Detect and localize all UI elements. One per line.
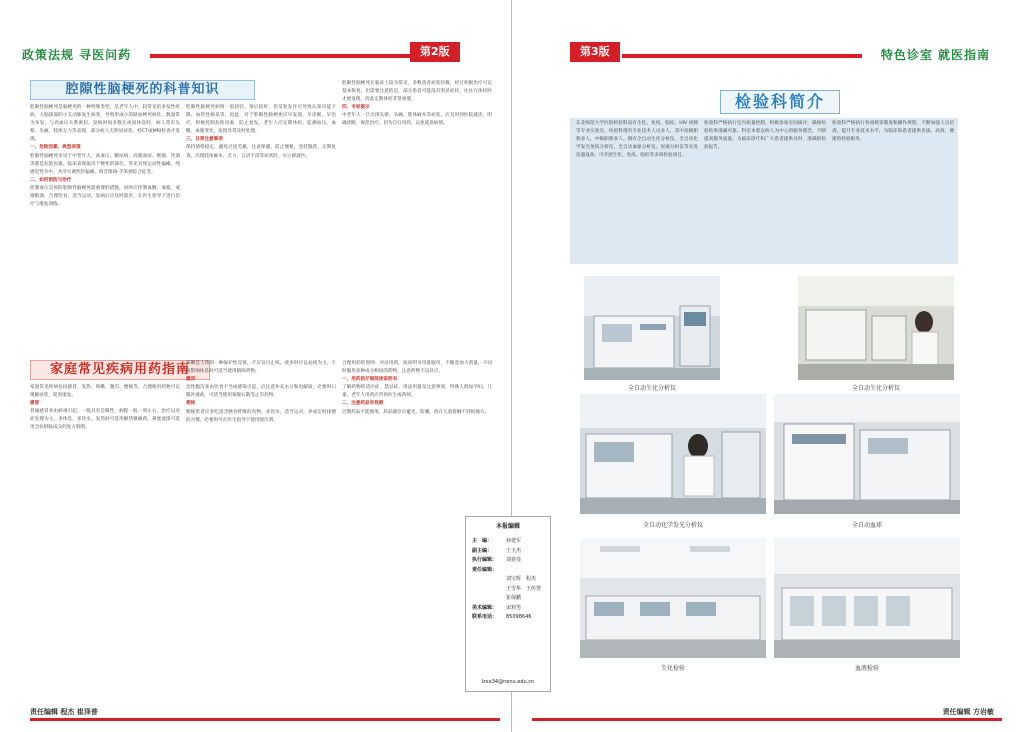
- paragraph: 中老年人一旦出现头晕、头痛、肢体麻木等症状，应及时到医院就诊，明确诊断，规范治疗，切勿自行用药，以免延误病情。: [342, 113, 492, 127]
- article-title: 腔隙性脑梗死的科普知识: [30, 80, 255, 100]
- masthead-key: [472, 594, 506, 604]
- paragraph: 便秘患者应多吃富含膳食纤维的食物，多饮水，适当运动，养成定时排便的习惯，必要时可在医生指导下使用缓泻剂。: [186, 409, 336, 423]
- footer-rule: [532, 718, 1002, 721]
- masthead-key: 美术编辑：: [472, 604, 498, 611]
- paragraph: 过期药品不能使用，药品储存应避光、防潮，放在儿童接触不到的地方。: [342, 409, 490, 415]
- header-rule: [622, 54, 862, 58]
- subheading: 二、注意药品有效期: [342, 401, 384, 407]
- subheading: 四、专家提示: [342, 105, 370, 111]
- lab-photo: [774, 394, 960, 514]
- lab-photo: [774, 538, 960, 658]
- masthead-row: [472, 556, 548, 566]
- footer-rule: [30, 718, 500, 721]
- article-column-3: 检验科严格执行各项规章制度和操作规程，不断加强人员培训，提升专业技术水平，为临床和患者提供优质、高效、便捷的检验服务。: [832, 121, 954, 143]
- masthead-title: 本报编辑: [495, 523, 520, 530]
- masthead-row: [472, 594, 548, 604]
- photo-caption: 血液检验: [854, 665, 879, 672]
- paragraph: 咳嗽是人体的一种保护性反射，不应盲目止咳。痰多时应以祛痰为主，干咳影响休息时可适当使用镇咳药物。: [186, 361, 336, 375]
- page-badge: 第2版: [410, 42, 460, 62]
- subheading: 腹泻: [186, 377, 196, 383]
- page-header: [0, 46, 512, 66]
- paragraph: 控制血压是预防腔隙性脑梗死最重要的措施，同时应控制血糖、血脂，戒烟限酒，合理饮食，适当运动。发病后应及时就医，在医生指导下进行治疗与康复训练。: [30, 185, 180, 208]
- masthead-key: 副主编：: [472, 547, 493, 554]
- masthead-list: [472, 537, 548, 623]
- photo-caption: 生化检验: [660, 665, 685, 672]
- lab-photo: [584, 276, 720, 380]
- masthead-row: [472, 537, 548, 547]
- article-title: 检验科简介: [720, 90, 840, 114]
- masthead-key: 主 编：: [472, 538, 493, 544]
- masthead-key: [472, 575, 506, 585]
- masthead-email[interactable]: lzxx34@nenu.edu.cn: [481, 679, 535, 685]
- masthead-value: 刘春莲: [506, 557, 522, 563]
- paragraph: 急性腹泻多由饮食不当或感染引起，应注意补充水分和电解质，必要时口服补液盐，可适当使用蒙脱石散等止泻药物。: [186, 385, 336, 399]
- masthead-row: [472, 566, 548, 576]
- masthead-value: 刘宝辉 程杰: [506, 576, 537, 582]
- masthead-value: 王玉杰: [506, 547, 522, 554]
- section-title: 特色诊室 就医指南: [880, 48, 990, 62]
- article-column-2: 检验科严格执行室内质量控制，积极参加室间质评，确保检验结果准确可靠。科室本着以病人为中心的服务理念，不断提高服务质量，为临床诊疗和广大患者提供及时、准确的检验报告。: [704, 121, 826, 151]
- article-column-1: 东北师范大学医院检验科设有生化、免疫、临检、HIV 初筛等专业实验室。检验科现有专业技术人员多人，其中高级职称多人，中级职称多人。拥有全自动生化分析仪、全自动化学发光免疫分析仪、全自动血球分析仪、尿液分析仪等先进仪器设备，可开展生化、免疫、临检等多项检验项目。: [576, 121, 698, 159]
- masthead-value: 85098646: [506, 614, 532, 620]
- masthead-value: 崔保鹏: [506, 595, 522, 601]
- lab-photo: [798, 276, 954, 380]
- section-title: 政策法规 寻医问药: [22, 48, 132, 62]
- photo-caption: 全自动化学发光分析仪: [642, 522, 703, 529]
- masthead-box: [465, 516, 551, 692]
- paragraph: 合理用药的原则：对症用药，按说明书用量服用，不随意加大剂量，不同时服用多种成分相同的药物，注意药物不良反应。: [342, 361, 492, 375]
- masthead-value: 孙建军: [506, 538, 522, 544]
- lab-photo: [580, 394, 766, 514]
- subheading: 三、日常注意事项: [186, 137, 223, 143]
- masthead-row: [472, 547, 548, 557]
- subheading: 便秘: [186, 401, 196, 407]
- lab-photo: [580, 538, 766, 658]
- photo-caption: 全自动生化分析仪: [851, 385, 900, 392]
- masthead-key: [472, 585, 506, 595]
- masthead-row: [472, 604, 548, 614]
- article-title: 家庭常见疾病用药指南: [30, 360, 210, 380]
- subheading: 二、如何预防与治疗: [30, 177, 72, 183]
- paragraph: 腔隙性脑梗死在临床上较为常见，多数患者症状轻微，经过积极治疗可以基本恢复。但需要注意的是，部分患者可能没有明显症状，往往在体检时才被发现，因此定期体检非常重要。: [342, 81, 492, 103]
- paragraph: 保持情绪稳定，避免过度劳累，注意保暖，防止便秘，坚持服药，定期复查。出现肢体麻木、无力、言语不清等症状时，应立即就医。: [186, 145, 336, 159]
- paragraph: 腔隙性脑梗死病情一般较轻，预后较好，但反复发作可导致认知功能下降、血管性痴呆等。因此，对于腔隙性脑梗死应早发现、早诊断、早治疗，积极控制危险因素，防止复发。老年人应定期体检，监测血压、血糖、血脂变化，发现异常及时处理。: [186, 105, 336, 135]
- paragraph: 了解药物的适应症、禁忌症、用法用量及注意事项，特殊人群如孕妇、儿童、老年人用药应咨询医生或药师。: [342, 385, 492, 399]
- page-header: [512, 46, 1024, 66]
- article-column-3: [342, 80, 492, 354]
- masthead-row: [472, 585, 548, 595]
- masthead-key: 责任编辑：: [472, 566, 498, 573]
- page-footer: 责任编辑 方岩敏: [942, 708, 994, 716]
- article-column-1: [30, 104, 180, 354]
- subheading: 一、危险因素、典型表现: [30, 145, 81, 151]
- article-column-2: [186, 104, 336, 354]
- paragraph: 腔隙性脑梗死多见于中老年人，高血压、糖尿病、高脂血症、吸烟、饮酒等都是危险因素。临床表现取决于梗死的部位，常见有纯运动性偏瘫、纯感觉性卒中、共济失调性轻偏瘫、构音障碍-手笨拙综合征等。: [30, 153, 180, 175]
- page-3: [512, 0, 1024, 732]
- masthead-value: [506, 566, 548, 576]
- article-column-2: [186, 360, 336, 700]
- article-column-1: [30, 384, 180, 700]
- page-footer: 责任编辑 程杰 崔泽普: [30, 708, 98, 716]
- photo-caption: 全自动血球: [851, 522, 882, 529]
- paragraph: 腔隙性脑梗死是脑梗死的一种特殊类型，是老年人中、较常见的多发性疾病，大脑深部的小支动脉发生病变，导致形成小的缺血梗死病灶，数量常为多发，与高血压关系密切。发病时间多数在夜间休息时，病人常有头晕、头痛、肢体无力等表现，部分病人无明显症状，经CT或MRI检查才发现。: [30, 105, 180, 143]
- masthead-row: [472, 575, 548, 585]
- masthead-value: 王雪华 王传慧: [506, 585, 542, 592]
- subheading: 一、用药前仔细阅读说明书: [342, 377, 398, 383]
- page-badge: 第3版: [570, 42, 620, 62]
- masthead-key: 联系电话：: [472, 614, 498, 620]
- paragraph: 普通感冒多由病毒引起，一般具有自限性，病程一般一周左右。治疗以对症处理为主，多休息，多饮水。发热时可选用解热镇痛药，鼻塞流涕可选用含抗组胺成分的复方制剂。: [30, 409, 180, 431]
- masthead-value: 宋莉男: [506, 604, 522, 611]
- photo-caption: 全自动生化分析仪: [627, 385, 676, 392]
- masthead-row: [472, 613, 548, 623]
- paragraph: 家庭常见疾病包括感冒、发热、咳嗽、腹泻、便秘等。合理使用药物可以缓解症状，促进康复。: [30, 385, 180, 399]
- subheading: 感冒: [30, 401, 40, 407]
- masthead-key: 执行编辑：: [472, 557, 498, 563]
- header-rule: [150, 54, 410, 58]
